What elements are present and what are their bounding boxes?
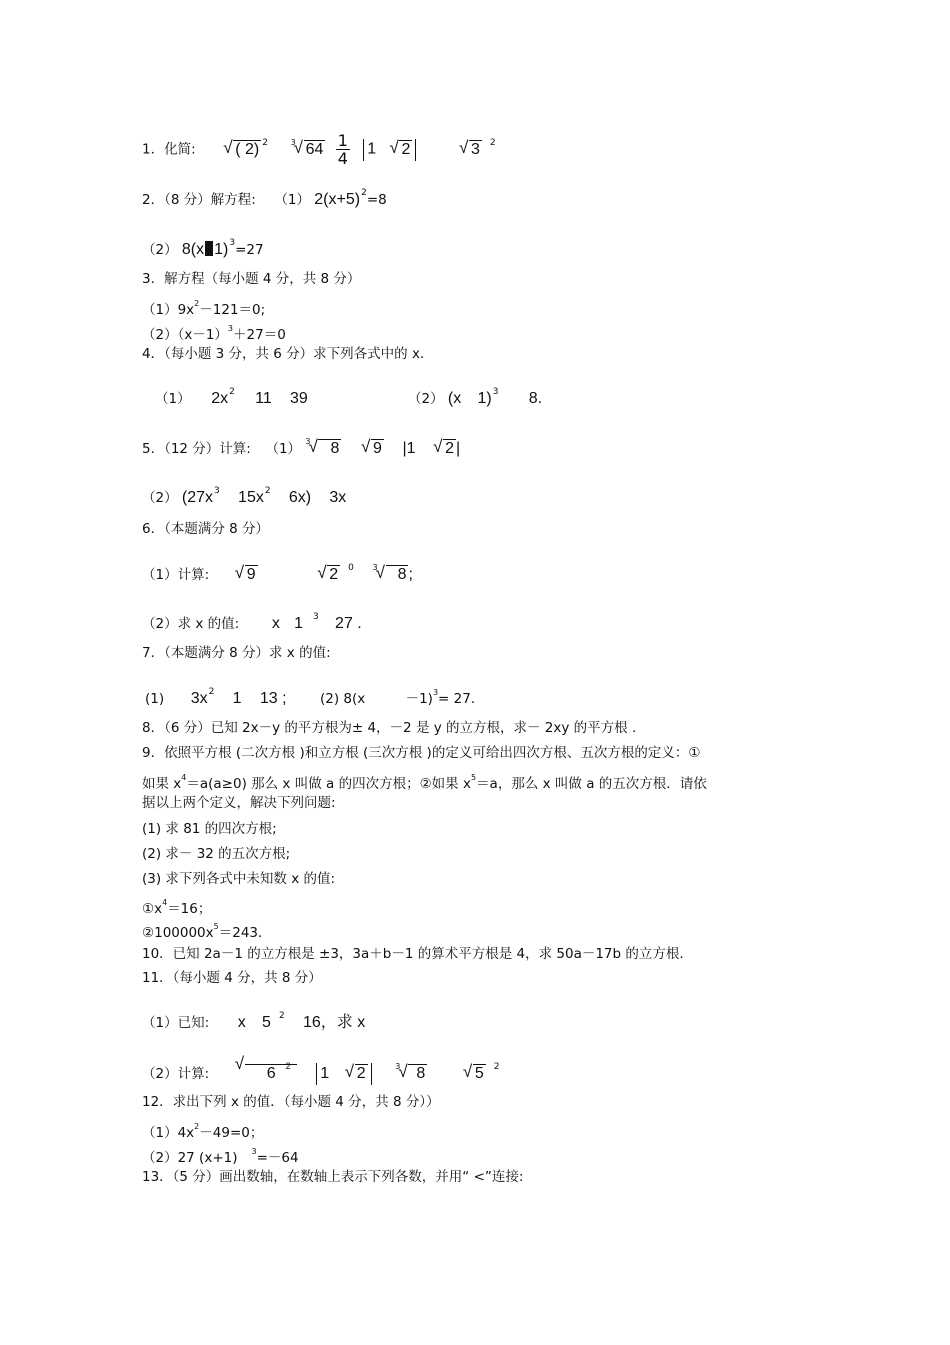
question-9-line-2: 如果 $x^4=a(a\ge 0)$ 那么 x 叫做 a 的四次方根；②如果 $x^5=a$，那么 x 叫做 a 的五次方根．请依 <box>142 773 707 792</box>
abs-bar-left <box>316 1063 317 1085</box>
cube-root-8: √ 8 <box>399 1065 427 1083</box>
question-9-part-3a: $①x^4=16$； <box>142 898 212 917</box>
question-1: 1．化简: √ ( 2) $^2$ $^3$√ 64 $\frac{1}{4}$ 1 √ 2 √ 3 $^2$ <box>142 132 496 167</box>
question-12: 12．求出下列 x 的值．（每小题 4 分，共 8 分）） <box>142 1094 440 1110</box>
plus-sign: + <box>336 191 346 208</box>
sqrt-2: √ 2 <box>318 566 340 584</box>
question-5-part-2: （2） ($27x^3$ $15x^2$ 6x) 3x <box>142 486 347 506</box>
question-4-part-2: （2） (x 1)$^3$ 8. <box>408 387 543 407</box>
sqrt-9: √ 9 <box>362 440 384 458</box>
question-9-line-3: 据以上两个定义，解决下列问题: <box>142 795 336 811</box>
sqrt-2: √ 2 <box>390 141 412 159</box>
question-9-part-3: (3) 求下列各式中未知数 x 的值: <box>142 871 336 887</box>
q1-label: 1．化简: <box>142 141 196 158</box>
sqrt-3: √ 3 <box>460 141 482 159</box>
sqrt-6-squared: √ 6 $^2$ <box>236 1057 297 1083</box>
question-4-part-1: （1） $2x^2$ 11 39 <box>155 387 308 407</box>
question-6-part-2: （2）求 x 的值: x 1 $^3$ 27 . <box>142 612 362 632</box>
abs-bar-left <box>363 139 364 161</box>
cube-root-expression: √ 64 <box>295 141 326 159</box>
sqrt-2: √ 2 <box>346 1065 368 1083</box>
question-12-part-1: $(1)4x^2-49=0$； <box>142 1122 264 1141</box>
question-7-part-2: (2) $8(x -1)^3= 27$. <box>320 688 476 707</box>
cube-root-8: √ 8 <box>309 440 341 458</box>
question-9-part-1: (1) 求 81 的四次方根; <box>142 821 277 837</box>
question-6: 6．（本题满分 8 分） <box>142 521 270 537</box>
abs-bar-right <box>415 139 416 161</box>
question-11-part-2: （2）计算: √ 6 $^2$ 1 √ 2 $^3$√ 8 √ 5 $^2$ <box>142 1057 499 1085</box>
cube-root-8: √ 8 <box>377 566 409 584</box>
blacked-out-symbol <box>205 241 213 256</box>
question-2: 2．（8 分）解方程: （1） $2(x+5)^2=8$ <box>142 188 387 208</box>
question-4: 4．（每小题 3 分，共 6 分）求下列各式中的 x． <box>142 346 434 362</box>
question-12-part-2: （2）27 (x+1) $^3$=－64 <box>142 1147 299 1166</box>
question-2-part-2: （2） 8(x 1)$^3$=27 <box>142 238 264 258</box>
question-8: 8．（6 分）已知 2x－y 的平方根为± 4，－2 是 y 的立方根，求－ 2xy 的平方根 . <box>142 720 637 736</box>
question-7: 7．（本题满分 8 分）求 x 的值: <box>142 645 331 661</box>
question-11-part-1: （1）已知: x 5 $^2$ 16，求 x <box>142 1011 366 1031</box>
fraction: $\frac{1}{4}$ <box>337 131 348 168</box>
abs-bar-right <box>371 1063 372 1085</box>
sqrt-9: √ 9 <box>236 566 258 584</box>
question-9-part-2: (2) 求－ 32 的五次方根; <box>142 846 291 862</box>
question-6-part-1: （1）计算: √ 9 √ 2 $^0$ $^3$√ 8 ; <box>142 559 413 584</box>
question-13: 13．（5 分）画出数轴，在数轴上表示下列各数，并用“ <”连接: <box>142 1169 524 1185</box>
question-11: 11．（每小题 4 分，共 8 分） <box>142 970 322 986</box>
question-9-part-3b: $②100000x^5=243$． <box>142 922 272 941</box>
sqrt-2: √ 2 <box>434 440 456 458</box>
question-9-line-1: 9．依照平方根 (二次方根 )和立方根 (三次方根 )的定义可给出四次方根、五次方根的定义：① <box>142 745 701 761</box>
question-3: 3．解方程（每小题 4 分，共 8 分） <box>142 271 361 287</box>
question-10: 10．已知 2a－1 的立方根是 ±3，3a＋b－1 的算术平方根是 4，求 50a－17b 的立方根. <box>142 946 684 962</box>
sqrt-5: √ 5 <box>464 1065 486 1083</box>
question-3-part-1: $(1)9x^2-121=0$; <box>142 299 266 318</box>
question-7-part-1: (1) $3x^2$ 1 13 ; <box>145 687 287 707</box>
question-5: 5．（12 分）计算: （1） $^3$√ 8 √ 9 |1 √ 2 | <box>142 433 460 458</box>
q2-label: 2．（8 分）解方程: <box>142 192 256 208</box>
sqrt-expression: √ ( 2) <box>224 141 261 159</box>
question-3-part-2: $(2)(x-1)^3+27=0$ <box>142 324 286 343</box>
